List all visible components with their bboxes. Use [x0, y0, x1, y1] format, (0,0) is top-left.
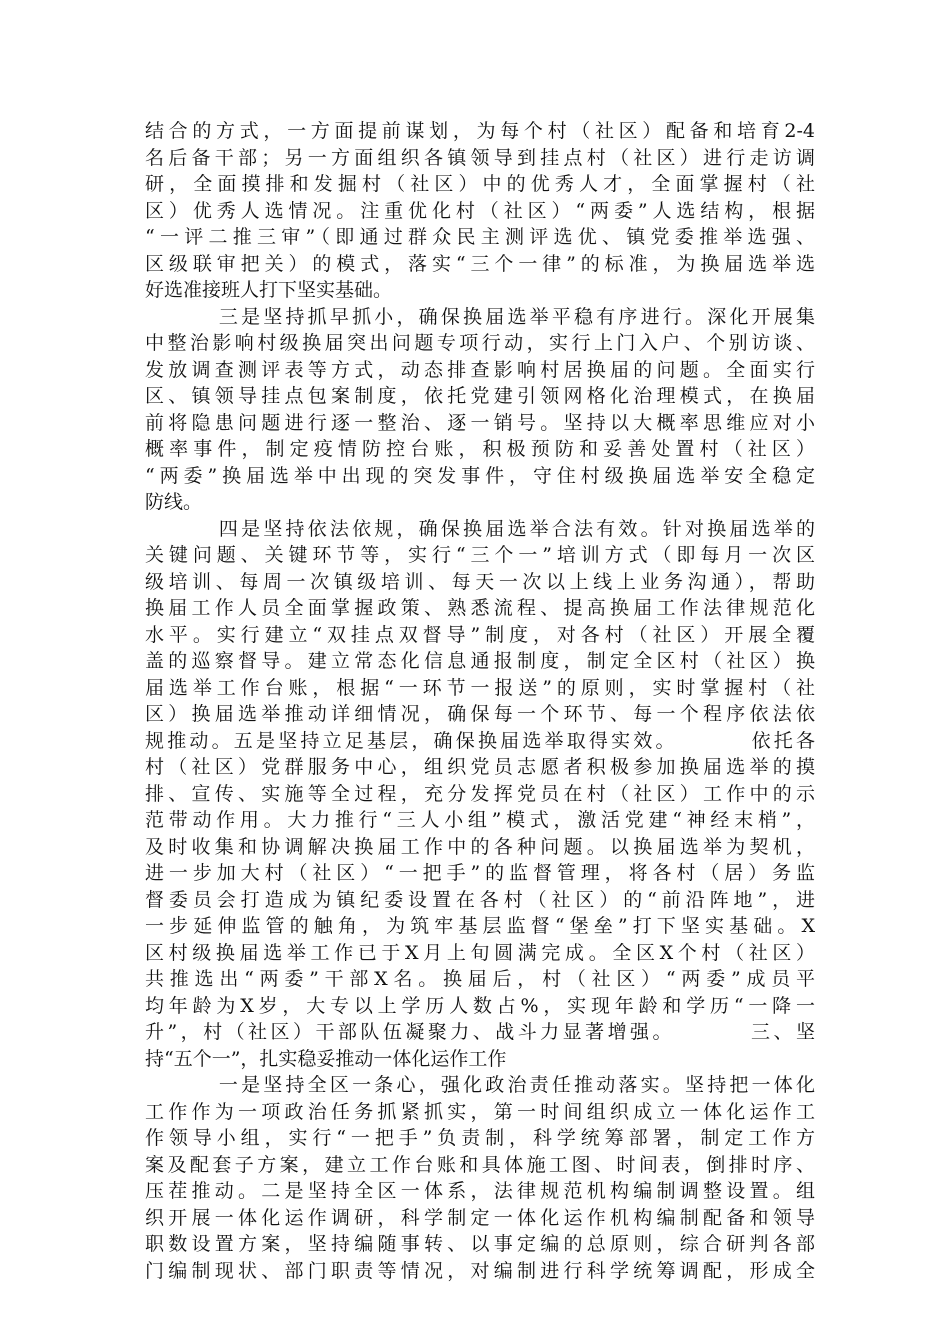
text-line: 进一步加大村（社区）“一把手”的监督管理，将各村（居）务监: [145, 862, 815, 884]
text-line: 中整治影响村级换届突出问题专项行动，实行上门入户、个别访谈、: [145, 332, 815, 354]
text-line: 结合的方式，一方面提前谋划，为每个村（社区）配备和培育2-4: [145, 120, 815, 142]
text-line: 盖的巡察督导。建立常态化信息通报制度，制定全区村（社区）换: [145, 650, 815, 672]
text-line: 规推动。五是坚持立足基层，确保换届选举取得实效。 依托各: [145, 729, 815, 752]
text-line: 关键问题、关键环节等，实行“三个一”培训方式（即每月一次区: [145, 544, 815, 566]
text-line: 排、宣传、实施等全过程，充分发挥党员在村（社区）工作中的示: [145, 782, 815, 805]
text-line: 名后备干部；另一方面组织各镇领导到挂点村（社区）进行走访调: [145, 146, 815, 169]
text-line: 发放调查测评表等方式，动态排查影响村居换届的问题。全面实行: [145, 358, 815, 381]
text-line: 好选准接班人打下坚实基础。: [145, 279, 393, 301]
text-line: “两委”换届选举中出现的突发事件，守住村级换届选举安全稳定: [145, 464, 815, 487]
text-line: 范带动作用。大力推行“三人小组”模式，激活党建“神经末梢”，: [145, 809, 815, 831]
text-line: 织开展一体化运作调研，科学制定一体化运作机构编制配备和领导: [145, 1206, 815, 1229]
text-line: 区村级换届选举工作已于X月上旬圆满完成。全区X个村（社区）: [145, 941, 815, 964]
text-line: 门编制现状、部门职责等情况，对编制进行科学统筹调配，形成全: [145, 1259, 815, 1282]
text-line: “一评二推三审”（即通过群众民主测评选优、镇党委推举选强、: [145, 226, 815, 248]
text-line: 区）优秀人选情况。注重优化村（社区）“两委”人选结构，根据: [145, 199, 815, 222]
text-line: 级培训、每周一次镇级培训、每天一次以上线上业务沟通），帮助: [145, 570, 815, 593]
text-line: 升”，村（社区）干部队伍凝聚力、战斗力显著增强。 三、坚: [145, 1021, 815, 1043]
text-line: 换届工作人员全面掌握政策、熟悉流程、提高换届工作法律规范化: [145, 597, 815, 619]
text-line: 作领导小组，实行“一把手”负责制，科学统筹部署，制定工作方: [145, 1127, 815, 1149]
text-line: 持“五个一”，扎实稳妥推动一体化运作工作: [145, 1047, 507, 1070]
text-line: 一步延伸监管的触角，为筑牢基层监督“堡垒”打下坚实基础。X: [145, 915, 815, 937]
text-line: 职数设置方案，坚持编随事转、以事定编的总原则，综合研判各部: [145, 1233, 815, 1255]
text-line: 区）换届选举推动详细情况，确保每一个环节、每一个程序依法依: [145, 703, 815, 725]
text-line: 案及配套子方案，建立工作台账和具体施工图、时间表，倒排时序、: [145, 1153, 815, 1176]
body-text: [145, 118, 815, 1284]
text-line: 届选举工作台账，根据“一环节一报送”的原则，实时掌握村（社: [145, 676, 815, 699]
text-line: 工作作为一项政治任务抓紧抓实，第一时间组织成立一体化运作工: [145, 1100, 815, 1123]
text-line: 村（社区）党群服务中心，组织党员志愿者积极参加换届选举的摸: [145, 756, 815, 778]
text-line: 共推选出“两委”干部X名。换届后，村（社区）“两委”成员平: [145, 968, 815, 990]
text-line: 均年龄为X岁，大专以上学历人数占%，实现年龄和学历“一降一: [145, 994, 815, 1017]
text-line: 督委员会打造成为镇纪委设置在各村（社区）的“前沿阵地”，进: [145, 888, 815, 911]
text-line: 四是坚持依法依规，确保换届选举合法有效。针对换届选举的: [145, 517, 815, 540]
text-line: 及时收集和协调解决换届工作中的各种问题。以换届选举为契机，: [145, 835, 815, 858]
text-line: 前将隐患问题进行逐一整治、逐一销号。坚持以大概率思维应对小: [145, 411, 815, 434]
text-line: 防线。: [145, 491, 203, 513]
text-line: 概率事件，制定疫情防控台账，积极预防和妥善处置村（社区）: [145, 438, 815, 460]
text-line: 压茬推动。二是坚持全区一体系，法律规范机构编制调整设置。组: [145, 1180, 815, 1202]
text-line: 水平。实行建立“双挂点双督导”制度，对各村（社区）开展全覆: [145, 623, 815, 646]
text-line: 区级联审把关）的模式，落实“三个一律”的标准，为换届选举选: [145, 252, 815, 275]
text-line: 研，全面摸排和发掘村（社区）中的优秀人才，全面掌握村（社: [145, 173, 815, 195]
text-line: 区、镇领导挂点包案制度，依托党建引领网格化治理模式，在换届: [145, 385, 815, 407]
text-line: 一是坚持全区一条心，强化政治责任推动落实。坚持把一体化: [145, 1074, 815, 1096]
text-line: 三是坚持抓早抓小，确保换届选举平稳有序进行。深化开展集: [145, 305, 815, 328]
